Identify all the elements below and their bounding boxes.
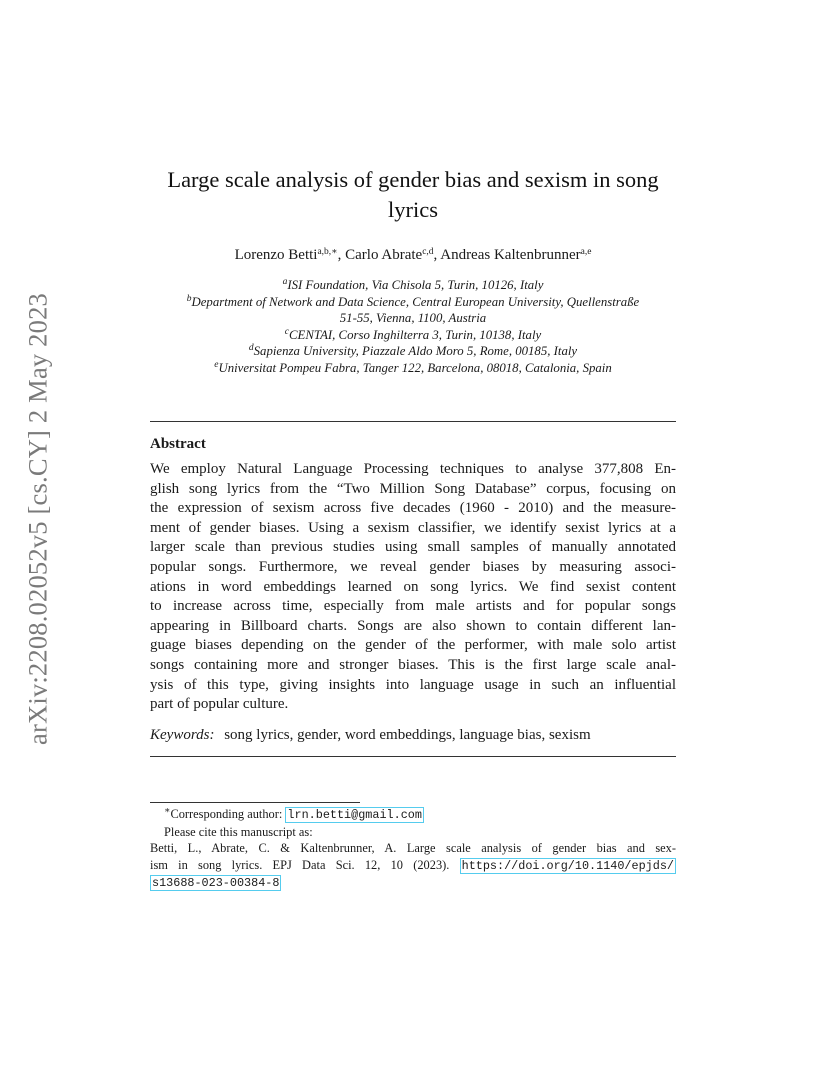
author-affil-mark: a,b,∗ (317, 247, 338, 257)
affiliations (148, 277, 678, 377)
footnote-mark: ∗ (164, 806, 171, 816)
corresponding-author-note (150, 806, 676, 824)
title-line: lyrics (388, 197, 438, 222)
abstract-line: ysis of this type, giving insights into language usage in such an influential (150, 676, 676, 693)
abstract-line: the expression of sexism across five decades (1960 - 2010) and the measure- (150, 500, 676, 517)
author-name: Andreas Kaltenbrunner (440, 247, 581, 263)
affiliation (148, 310, 678, 327)
doi-link-continued[interactable]: s13688-023-00384-8 (152, 876, 280, 890)
affiliation-text: Sapienza University, Piazzale Aldo Moro 5, Rome, 00185, Italy (253, 344, 578, 359)
author-affil-mark: a,e (580, 247, 592, 257)
keywords-text: song lyrics, gender, word embeddings, language bias, sexism (224, 727, 591, 743)
arxiv-identifier: arXiv:2208.02052v5 [cs.CY] 2 May 2023 (22, 293, 53, 745)
affiliation-text: ISI Foundation, Via Chisola 5, Turin, 10126, Italy (287, 278, 544, 292)
abstract-line: glish song lyrics from the “Two Million Song Database” corpus, focusing on (150, 480, 676, 497)
abstract-bottom-rule (150, 756, 676, 757)
abstract-line: songs containing more and stronger biases. This is the first large scale anal- (150, 656, 676, 673)
affiliation-text: Universitat Pompeu Fabra, Tanger 122, Barcelona, 08018, Catalonia, Spain (218, 360, 612, 375)
footnote (150, 806, 676, 892)
affiliation (148, 343, 678, 360)
abstract-line: larger scale than previous studies using small samples of manually annotated (150, 539, 676, 556)
affiliation-mark: a (282, 277, 288, 287)
keywords-label: Keywords: (150, 727, 215, 743)
paper-title (150, 165, 676, 225)
affiliation-text: 51-55, Vienna, 1100, Austria (339, 311, 487, 326)
citation-text: ism in song lyrics. EPJ Data Sci. 12, 10 (2023). (150, 857, 460, 872)
affiliation-text: Department of Network and Data Science, Central European University, Quellenstraße (191, 294, 640, 309)
affiliation-mark: b (186, 293, 192, 304)
email-link[interactable]: lrn.betti@gmail.com (287, 808, 422, 822)
citation-line (150, 857, 676, 875)
author-name: Carlo Abrate (345, 247, 423, 263)
affiliation-mark: d (248, 343, 254, 354)
keywords (150, 725, 676, 745)
abstract-top-rule (150, 421, 676, 422)
doi-link[interactable]: https://doi.org/10.1140/epjds/ (461, 858, 674, 873)
affiliation-mark: c (284, 326, 290, 337)
cite-intro: Please cite this manuscript as: (164, 824, 313, 839)
author-name: Lorenzo Betti (234, 247, 318, 263)
abstract-line: We employ Natural Language Processing techniques to analyse 377,808 En- (150, 461, 676, 477)
title-line: Large scale analysis of gender bias and sexism in song (167, 167, 659, 192)
abstract-heading: Abstract (150, 436, 206, 452)
affiliation (148, 277, 678, 294)
corresponding-label: Corresponding author: (170, 807, 286, 821)
arxiv-identifier-sidebar (12, 283, 64, 755)
citation-line: Betti, L., Abrate, C. & Kaltenbrunner, A. Large scale analysis of gender bias and sex- (150, 841, 676, 855)
abstract-body (150, 460, 676, 715)
citation-line (150, 874, 676, 892)
abstract-line: ations in word embeddings learned on song lyrics. We find sexist content (150, 578, 676, 595)
abstract-line: to increase across time, especially from male artists and for popular songs (150, 598, 676, 615)
footnote-rule (150, 802, 360, 803)
author-affil-mark: c,d (422, 247, 434, 257)
affiliation-mark: e (214, 359, 219, 370)
author-list: Lorenzo Betti$^{a,b,∗}$, Carlo Abrate$^{c,d}$, Andreas Kaltenbrunner$^{a,e}$ (234, 247, 592, 263)
affiliation (148, 360, 678, 377)
abstract-line: appearing in Billboard charts. Songs are also shown to contain different lan- (150, 617, 676, 634)
abstract-line: part of popular culture. (150, 696, 289, 713)
abstract-line: ment of gender biases. Using a sexism classifier, we identify sexist lyrics at a (150, 519, 676, 536)
abstract-line: guage biases depending on the gender of the performer, with male solo artist (150, 637, 676, 654)
affiliation-text: CENTAI, Corso Inghilterra 3, Turin, 10138, Italy (289, 327, 542, 342)
affiliation (148, 294, 678, 311)
affiliation (148, 327, 678, 344)
abstract-line: popular songs. Furthermore, we reveal gender biases by measuring associ- (150, 558, 676, 575)
